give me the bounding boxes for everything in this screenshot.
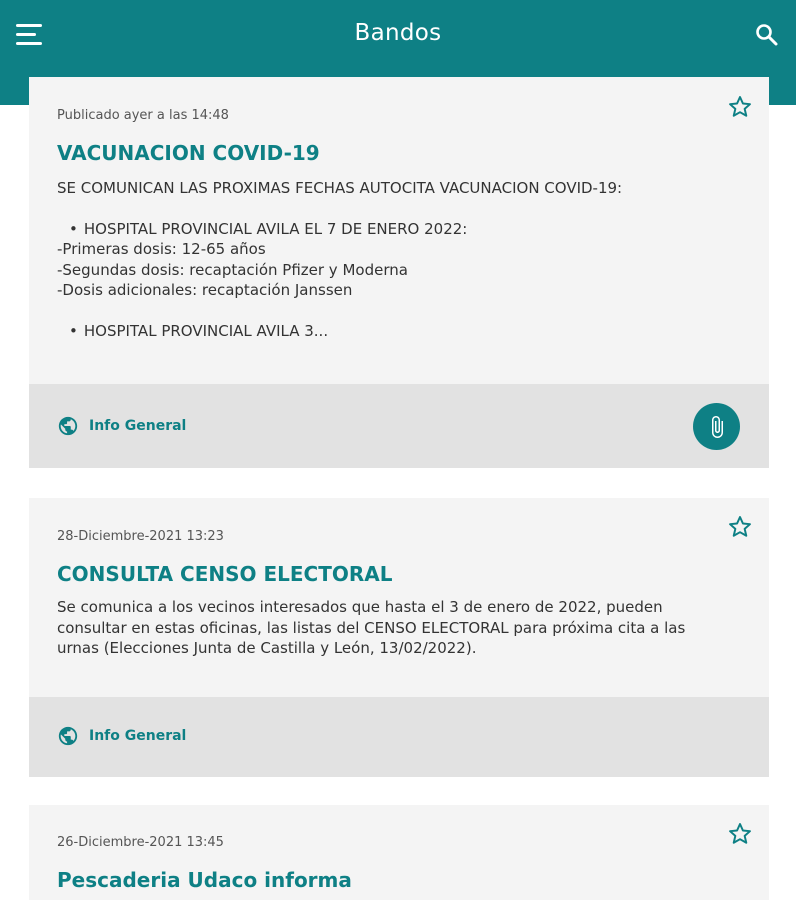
- post-date: Publicado ayer a las 14:48: [57, 108, 229, 123]
- post-footer: [29, 697, 769, 777]
- star-icon[interactable]: [727, 514, 753, 540]
- post-line: -Primeras dosis: 12-65 años: [57, 240, 266, 258]
- category-label: Info General: [89, 418, 187, 434]
- post-text: [57, 178, 747, 341]
- search-icon[interactable]: [754, 22, 780, 48]
- post-date: 28-Diciembre-2021 13:23: [57, 529, 224, 544]
- post-line: urnas (Elecciones Junta de Castilla y León, 13/02/2022).: [57, 639, 477, 657]
- post-date: 26-Diciembre-2021 13:45: [57, 835, 224, 850]
- post-text: [57, 597, 747, 659]
- post-line: -Segundas dosis: recaptación Pfizer y Moderna: [57, 260, 408, 279]
- paperclip-icon: [705, 415, 729, 439]
- category-tag[interactable]: [57, 415, 186, 437]
- post-title: VACUNACION COVID-19: [57, 141, 320, 165]
- globe-icon: [57, 415, 79, 437]
- post-card[interactable]: [29, 498, 769, 777]
- globe-icon: [57, 725, 79, 747]
- category-label: Info General: [89, 728, 187, 744]
- post-line: [57, 199, 747, 219]
- post-line: SE COMUNICAN LAS PROXIMAS FECHAS AUTOCITA VACUNACION COVID-19:: [57, 179, 623, 197]
- star-icon[interactable]: [727, 94, 753, 120]
- post-line: • HOSPITAL PROVINCIAL AVILA 3...: [57, 321, 747, 342]
- post-line: • HOSPITAL PROVINCIAL AVILA EL 7 DE ENERO 2022:: [57, 219, 747, 240]
- category-tag[interactable]: [57, 725, 186, 747]
- post-line: [57, 301, 747, 321]
- attachment-button[interactable]: [693, 403, 740, 450]
- post-title: Pescaderia Udaco informa: [57, 868, 352, 892]
- post-footer: [29, 384, 769, 468]
- post-line: consultar en estas oficinas, las listas del CENSO ELECTORAL para próxima cita a las: [57, 618, 686, 637]
- post-title: CONSULTA CENSO ELECTORAL: [57, 562, 393, 586]
- post-card[interactable]: [29, 77, 769, 468]
- post-card[interactable]: [29, 805, 769, 900]
- post-line: -Dosis adicionales: recaptación Janssen: [57, 281, 353, 299]
- star-icon[interactable]: [727, 821, 753, 847]
- page-title: Bandos: [354, 20, 442, 46]
- post-line: Se comunica a los vecinos interesados que hasta el 3 de enero de 2022, pueden: [57, 598, 663, 616]
